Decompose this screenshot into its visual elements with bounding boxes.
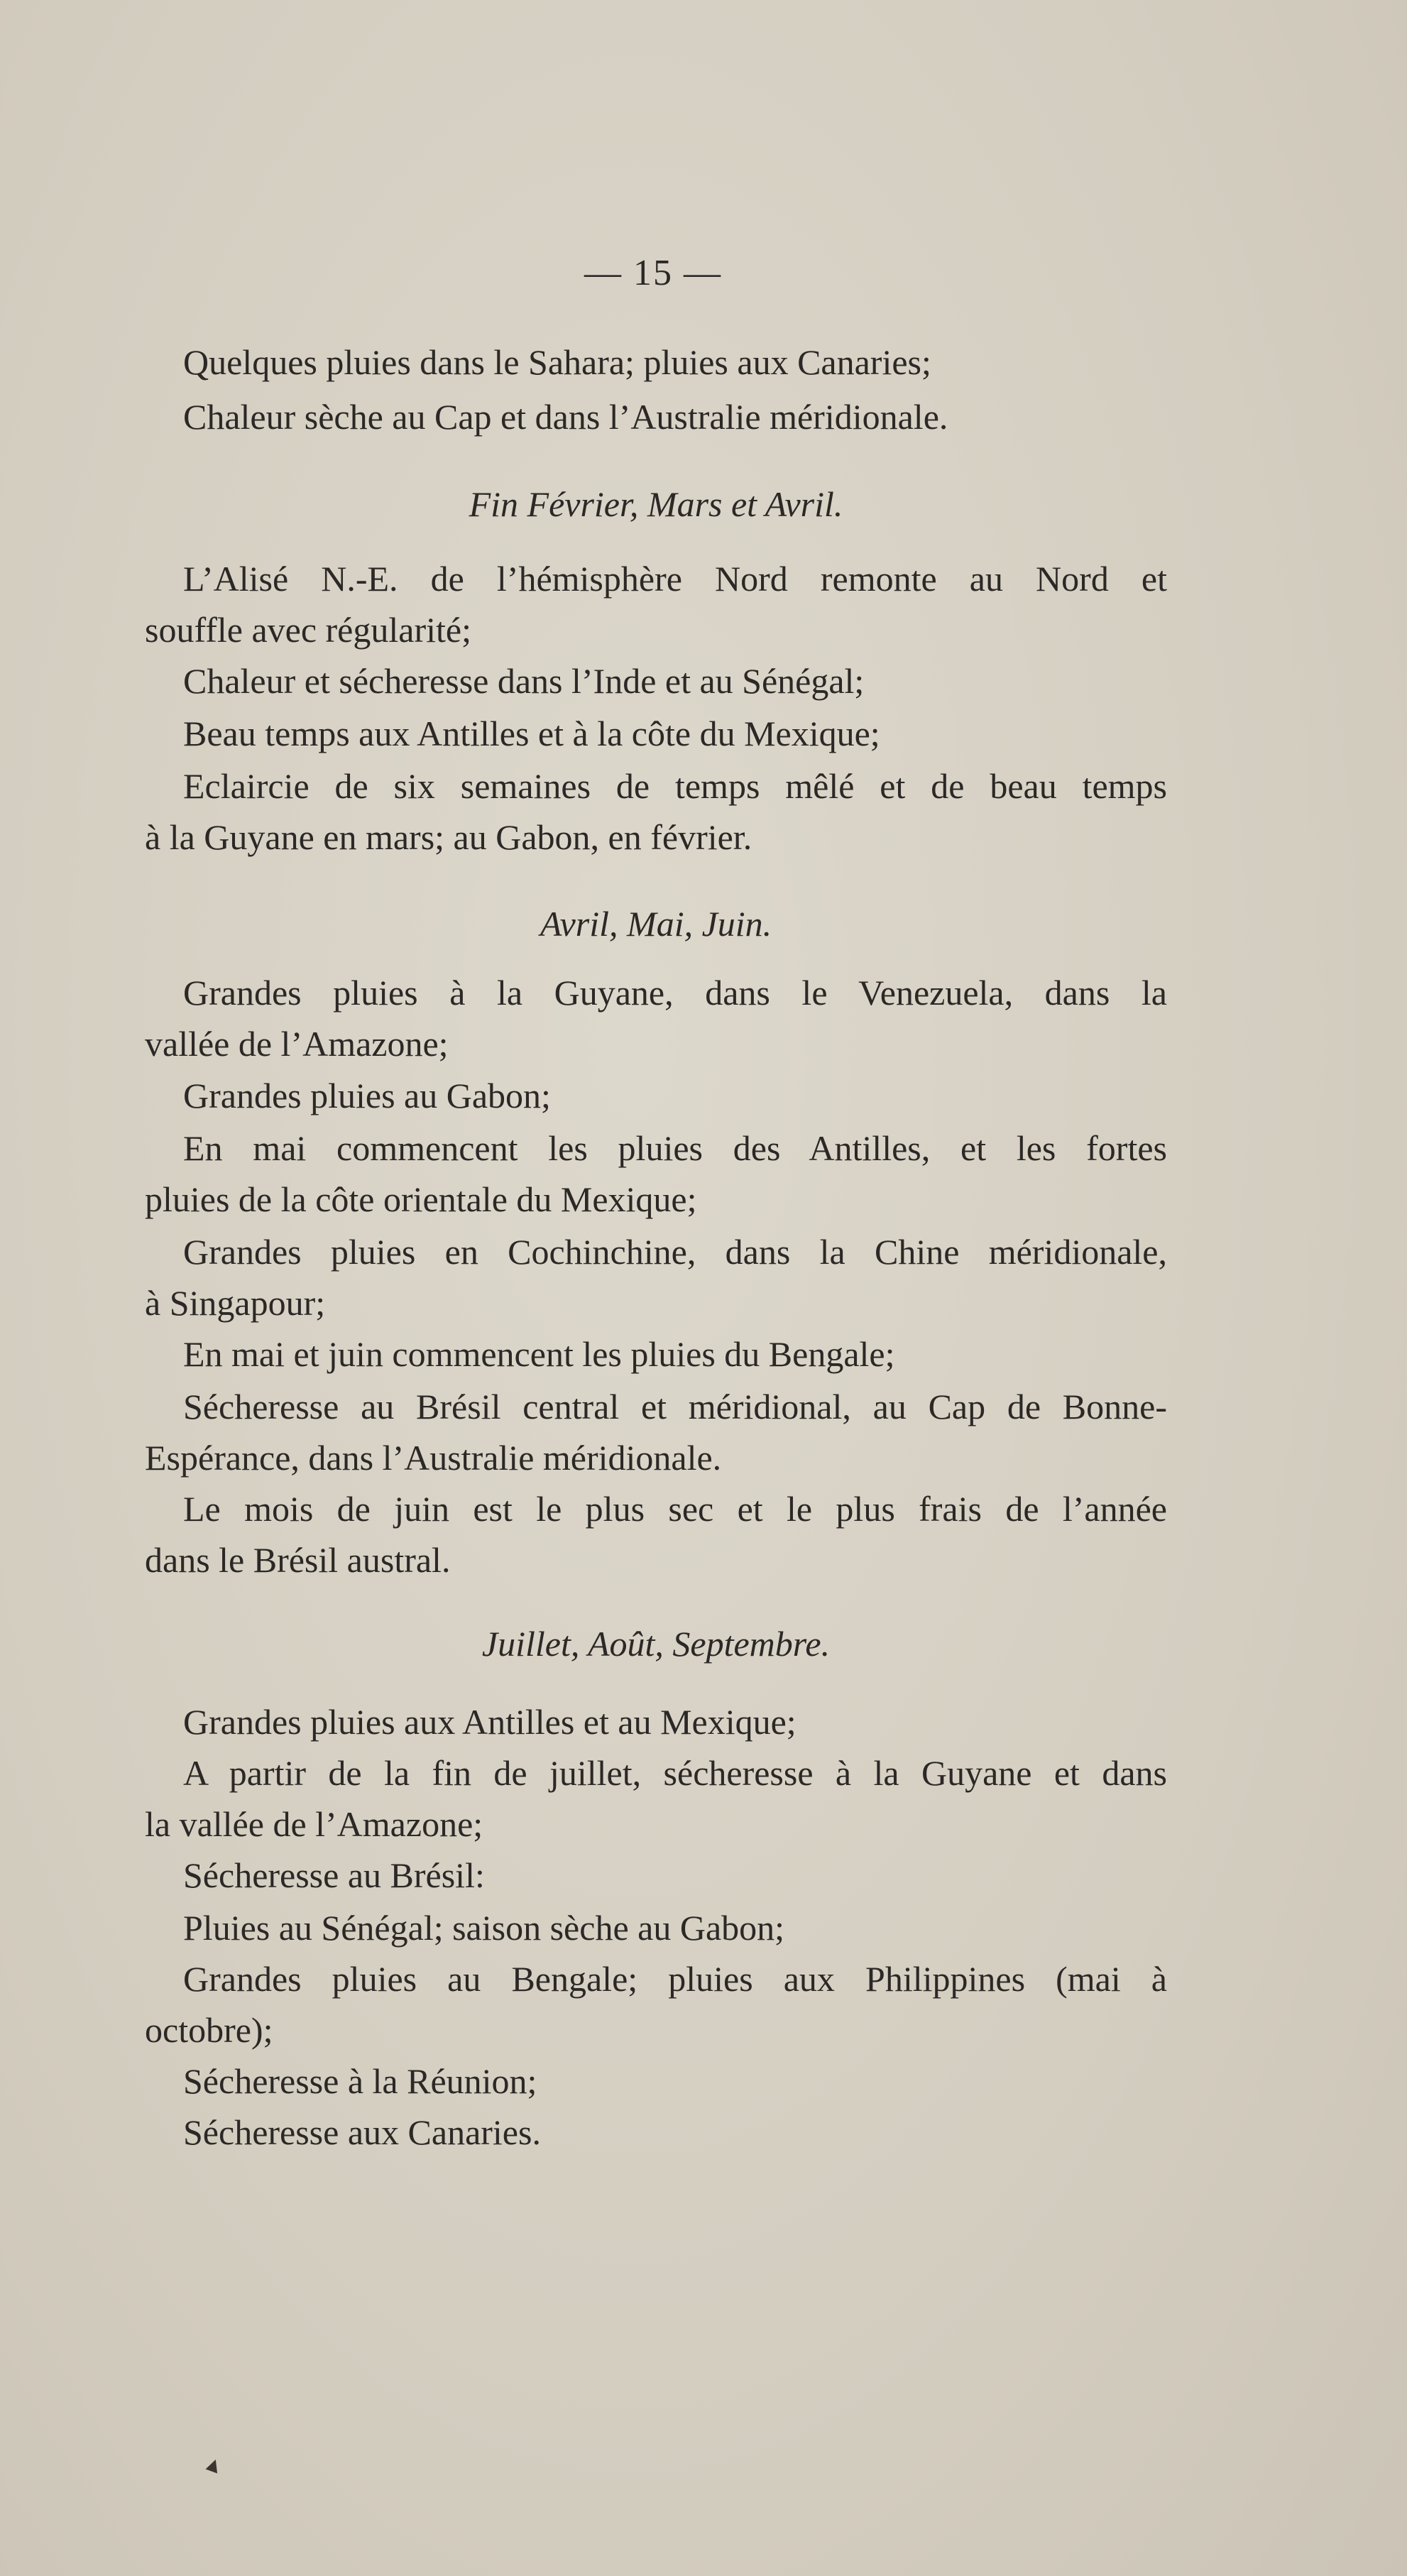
text-line: Chaleur et sécheresse dans l’Inde et au Sénégal;	[183, 661, 865, 701]
text-line: Sécheresse aux Canaries.	[183, 2112, 541, 2152]
text-line: En mai et juin commencent les pluies du Bengale;	[183, 1334, 895, 1374]
text-line: L’Alisé N.-E. de l’hémisphère Nord remonte au Nord et	[183, 559, 1167, 599]
text-line: Grandes pluies aux Antilles et au Mexique;	[183, 1702, 796, 1742]
text-line: Quelques pluies dans le Sahara; pluies aux Canaries;	[183, 342, 931, 382]
text-line: Le mois de juin est le plus sec et le plus frais de l’année	[183, 1489, 1167, 1529]
text-line: Grandes pluies à la Guyane, dans le Venezuela, dans la	[183, 973, 1167, 1013]
text-line: En mai commencent les pluies des Antilles, et les fortes	[183, 1128, 1167, 1168]
text-line: Grandes pluies au Gabon;	[183, 1076, 551, 1115]
text-line: A partir de la fin de juillet, sécheresse à la Guyane et dans	[183, 1753, 1167, 1793]
text-line: à la Guyane en mars; au Gabon, en février.	[145, 817, 752, 857]
text-line: souffle avec régularité;	[145, 610, 471, 650]
text-line: Pluies au Sénégal; saison sèche au Gabon;	[183, 1908, 785, 1948]
text-line: Chaleur sèche au Cap et dans l’Australie méridionale.	[183, 397, 948, 437]
text-line: Grandes pluies en Cochinchine, dans la Chine méridionale,	[183, 1232, 1167, 1272]
text-line: la vallée de l’Amazone;	[145, 1804, 483, 1844]
section-heading: Avril, Mai, Juin.	[540, 904, 772, 944]
text-line: Sécheresse au Brésil:	[183, 1855, 485, 1895]
text-line: dans le Brésil austral.	[145, 1540, 451, 1580]
section-heading: Fin Février, Mars et Avril.	[469, 484, 843, 524]
text-line: Grandes pluies au Bengale; pluies aux Philippines (mai à	[183, 1959, 1167, 1999]
text-line: Eclaircie de six semaines de temps mêlé et de beau temps	[183, 766, 1167, 806]
text-line: octobre);	[145, 2010, 273, 2050]
text-line: Beau temps aux Antilles et à la côte du Mexique;	[183, 714, 880, 753]
text-line: à Singapour;	[145, 1283, 326, 1323]
section-heading: Juillet, Août, Septembre.	[481, 1624, 831, 1664]
page-number: — 15 —	[584, 253, 722, 293]
text-line: Sécheresse à la Réunion;	[183, 2061, 537, 2101]
text-line: Espérance, dans l’Australie méridionale.	[145, 1438, 722, 1478]
ink-speck: ▲	[199, 2450, 228, 2480]
text-line: vallée de l’Amazone;	[145, 1024, 449, 1064]
text-line: pluies de la côte orientale du Mexique;	[145, 1179, 697, 1219]
text-line: Sécheresse au Brésil central et méridional, au Cap de Bonne-	[183, 1387, 1167, 1426]
